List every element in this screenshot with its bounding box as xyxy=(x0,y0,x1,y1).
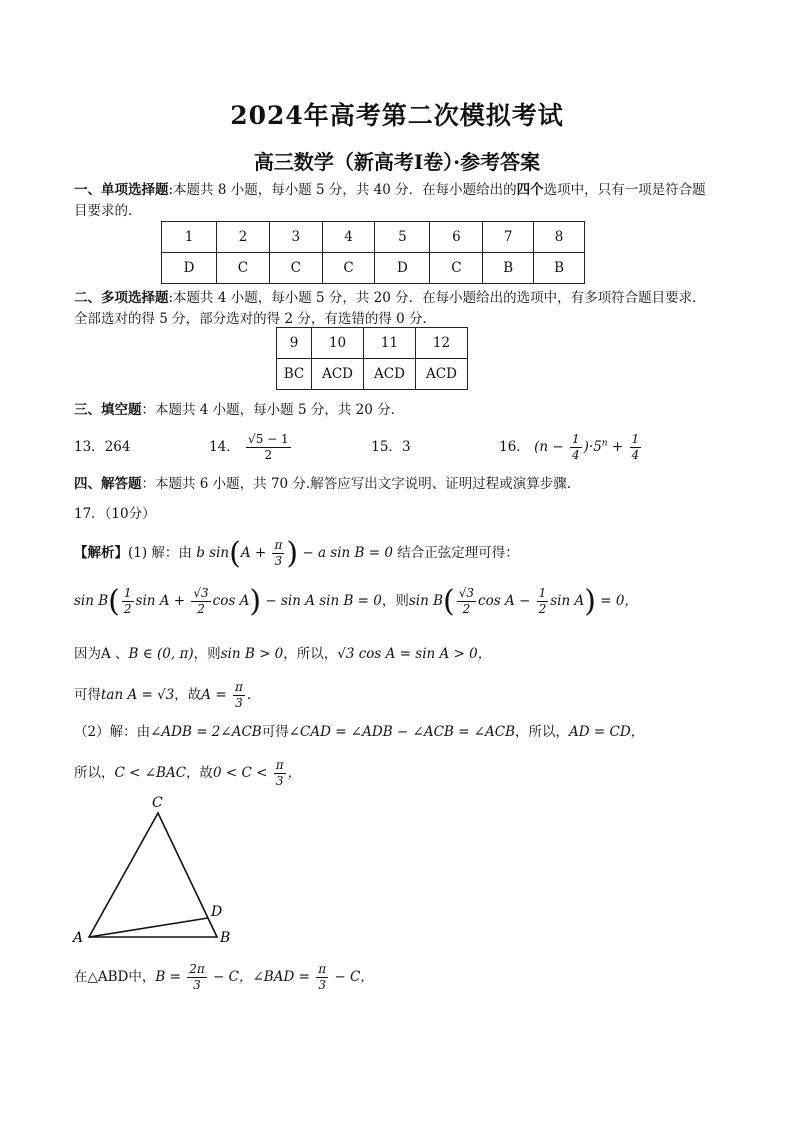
question-number: 3 xyxy=(269,222,322,253)
q16-answer: (n − $\frac{1}{4}$ )$\cdot 5^n$ + $\frac{1}{4}$ xyxy=(534,432,640,462)
question-number: 7 xyxy=(483,222,534,253)
q13-label: 13． xyxy=(74,439,105,455)
formula: √3 cos A = sin A > 0， xyxy=(337,646,492,662)
formula: ∠ADB = 2∠ACB xyxy=(150,724,262,740)
analysis-tag: 【解析】 xyxy=(74,545,128,561)
formula: B = $\frac{2\pi}{3}$ − C，∠BAD = $\frac{\pi}{3}$ − C， xyxy=(155,962,374,992)
q17-part2-line xyxy=(74,720,644,740)
formula: sin B > 0 xyxy=(220,646,284,662)
formula: ∠CAD = ∠ADB − ∠ACB = ∠ACB xyxy=(288,724,516,740)
formula: tan A = √3 xyxy=(101,687,175,703)
q17-because-line xyxy=(74,642,491,662)
answer-cell: ACD xyxy=(364,359,416,390)
question-number: 6 xyxy=(430,222,483,253)
q16-label: 16． xyxy=(499,439,530,455)
answer-cell: C xyxy=(322,253,375,284)
in-lead: 在△ABD中， xyxy=(74,969,156,985)
answer-cell: B xyxy=(534,253,585,284)
answer-cell: B xyxy=(483,253,534,284)
fill-in-answers xyxy=(74,432,714,463)
section1-text: :本题共 8 小题，每小题 5 分，共 40 分．在每小题给出的 xyxy=(168,182,517,198)
question-number: 2 xyxy=(217,222,270,253)
table-row xyxy=(162,222,585,253)
q17-so-line xyxy=(74,758,301,789)
q17-part1-line xyxy=(74,536,519,571)
vertex-label-c: C xyxy=(152,795,163,811)
part2-lead: （2）解：由 xyxy=(74,724,151,740)
answer-cell: D xyxy=(162,253,217,284)
because-mid: ，则 xyxy=(193,646,221,662)
section2-answer-table xyxy=(276,327,468,390)
q14-numerator: √5 − 1 xyxy=(248,432,289,446)
section2-heading: 二、多项选择题 xyxy=(74,290,169,306)
answer-cell: ACD xyxy=(312,359,364,390)
formula: B ∈ (0, π) xyxy=(128,646,194,662)
part2-so: ，所以， xyxy=(515,724,570,740)
so-lead: 所以， xyxy=(74,765,115,781)
formula: A = $\frac{\pi}{3}$ . xyxy=(201,680,252,710)
formula: C < ∠BAC xyxy=(114,765,187,781)
section1-intro xyxy=(74,180,714,222)
section2-intro xyxy=(74,288,714,330)
answer-cell: C xyxy=(217,253,270,284)
answer-cell: C xyxy=(430,253,483,284)
q15-label: 15． xyxy=(371,439,402,455)
section3-text: ：本题共 4 小题，每小题 5 分，共 20 分． xyxy=(141,402,405,418)
formula: 0 < C < $\frac{\pi}{3}$ ， xyxy=(213,758,302,788)
q17-expansion-line xyxy=(74,584,638,619)
answer-cell: BC xyxy=(277,359,312,390)
section1-text2: 选项中，只有一项是符合题目要求的． xyxy=(74,182,706,219)
obtain-lead: 可得 xyxy=(74,687,101,703)
formula: sin B( $\frac{1}{2}$ sin A + $\frac{√3}{2}$ cos A) − sin A sin B = 0 xyxy=(74,584,382,619)
page-subtitle: 高三数学（新高考Ⅰ卷）·参考答案 xyxy=(253,150,541,174)
q14-denominator: 2 xyxy=(264,448,273,462)
section4-text: ：本题共 6 小题，共 70 分.解答应写出文字说明、证明过程或演算步骤. xyxy=(141,476,572,492)
because-so: ，所以， xyxy=(283,646,338,662)
q17-heading: 17．（10分） xyxy=(74,506,156,522)
q17-triangle-line xyxy=(74,962,374,993)
formula: AD = CD， xyxy=(569,724,645,740)
q17-part1-lead: (1) 解：由 xyxy=(128,545,192,561)
triangle-diagram xyxy=(70,790,250,950)
section3-heading: 三、填空题 xyxy=(74,402,142,418)
section4-intro xyxy=(74,472,571,492)
q17-part1-tail: 结合正弦定理可得： xyxy=(397,545,519,561)
answer-cell: C xyxy=(269,253,322,284)
point-label-d: D xyxy=(211,904,223,920)
q14-label: 14． xyxy=(209,439,240,455)
question-number: 10 xyxy=(312,328,364,359)
question-number: 11 xyxy=(364,328,416,359)
q13-answer: 264 xyxy=(104,439,131,455)
table-row xyxy=(277,359,468,390)
q17-obtain-line xyxy=(74,680,251,711)
because-lead: 因为A 、 xyxy=(74,646,129,662)
formula: sin B( $\frac{√3}{2}$ cos A − $\frac{1}{2}$ sin A) = 0， xyxy=(408,584,638,619)
so-mid: ，故 xyxy=(186,765,214,781)
q14-fraction xyxy=(246,432,291,463)
section1-emphasis: 四个 xyxy=(516,182,544,198)
page-title: 2024年高考第二次模拟考试 xyxy=(230,101,564,130)
vertex-label-b: B xyxy=(220,930,231,946)
question-number: 4 xyxy=(322,222,375,253)
table-row xyxy=(162,253,585,284)
question-number: 8 xyxy=(534,222,585,253)
q15-answer: 3 xyxy=(401,439,411,455)
triangle-abc xyxy=(89,813,217,937)
vertex-label-a: A xyxy=(73,930,84,946)
question-number: 9 xyxy=(277,328,312,359)
section3-intro xyxy=(74,398,404,418)
answer-cell: D xyxy=(375,253,430,284)
part2-mid: 可得 xyxy=(261,724,289,740)
then-word: ，则 xyxy=(381,593,409,609)
question-number: 5 xyxy=(375,222,430,253)
question-number: 12 xyxy=(415,328,467,359)
formula: b sin(A + $\frac{\pi}{3}$ ) − a sin B = 0 xyxy=(196,536,393,571)
segment-ad xyxy=(89,918,208,937)
section1-answer-table xyxy=(161,221,585,284)
table-row xyxy=(277,328,468,359)
section2-text: :本题共 4 小题，每小题 5 分，共 20 分．在每小题给出的选项中，有多项符合题目要求．全部选对的得 5 分，部分选对的得 2 分，有选错的得 0 分． xyxy=(74,290,706,327)
question-number: 1 xyxy=(162,222,217,253)
section4-heading: 四、解答题 xyxy=(74,476,142,492)
answer-cell: ACD xyxy=(415,359,467,390)
obtain-mid: ，故 xyxy=(174,687,202,703)
section1-heading: 一、单项选择题 xyxy=(74,182,169,198)
